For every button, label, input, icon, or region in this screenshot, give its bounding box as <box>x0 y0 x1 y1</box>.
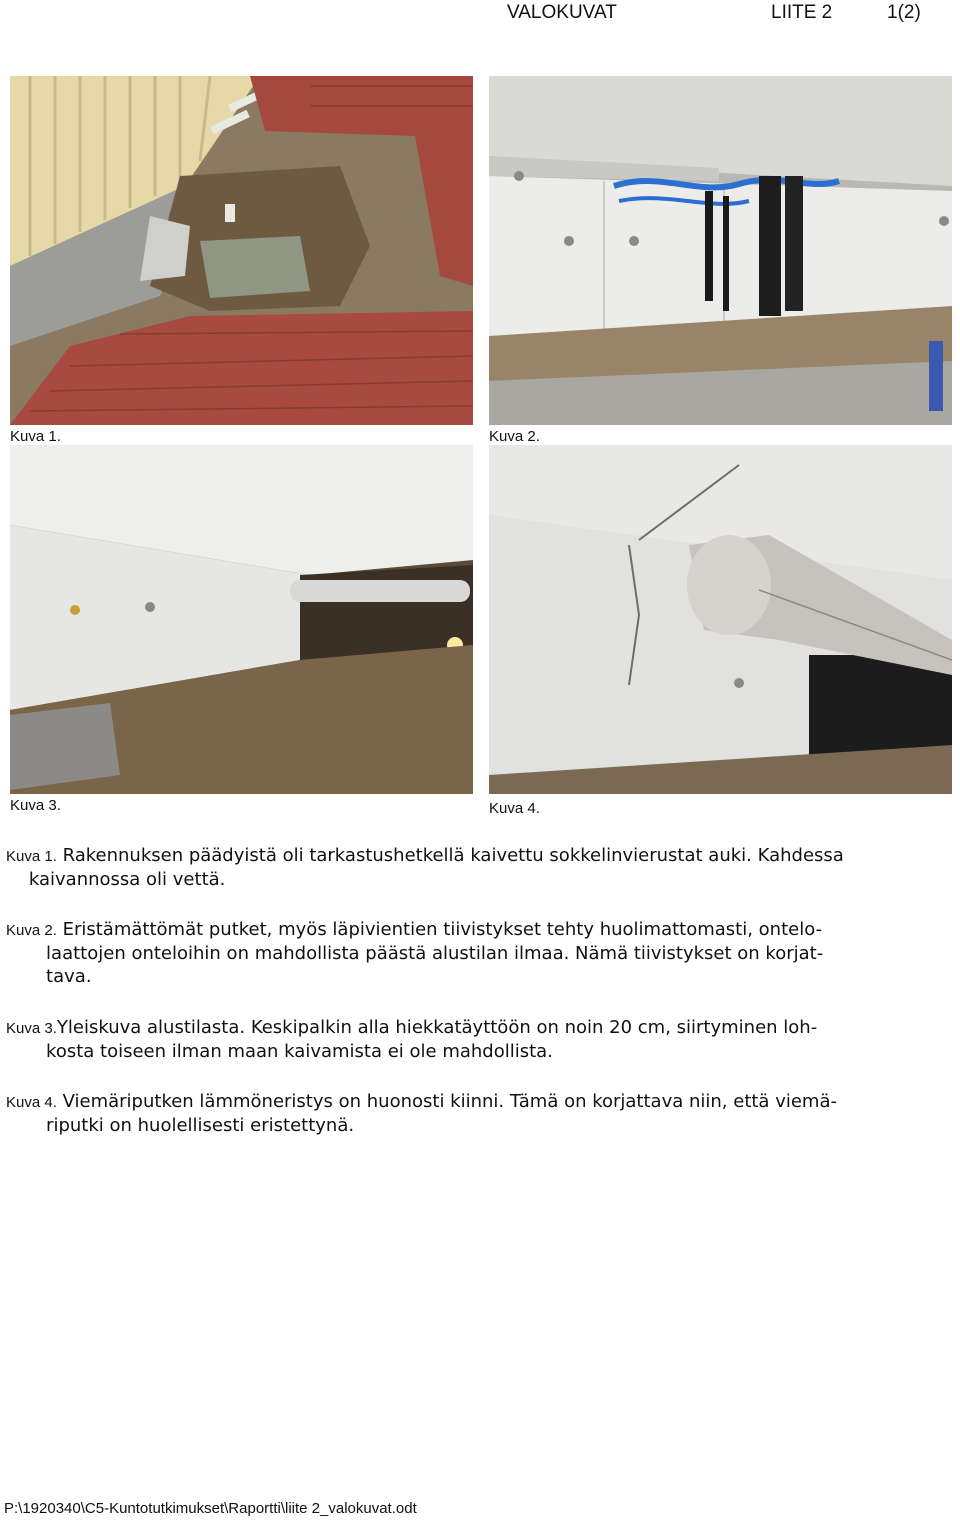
appendix-label: LIITE 2 <box>771 2 833 23</box>
description-2-rest: laattojen onteloihin on mahdollista päästä alustilan ilmaa. Nämä tiivistykset on korjat- tava. <box>46 943 824 987</box>
photo-3-crawl-space-overview <box>10 445 473 794</box>
description-3-line1: Yleiskuva alustilasta. Keskipalkin alla hiekkatäyttöön on noin 20 cm, siirtyminen loh- <box>56 1017 818 1038</box>
description-3-label: Kuva 3. <box>6 1020 57 1037</box>
photo-1-caption: Kuva 1. <box>10 428 61 445</box>
description-2-label: Kuva 2. <box>6 922 57 939</box>
description-4-label: Kuva 4. <box>6 1094 57 1111</box>
page-number: 1(2) <box>887 2 921 23</box>
description-3-rest: kosta toiseen ilman maan kaivamista ei ole mahdollista. <box>6 1041 553 1062</box>
photo-2-caption: Kuva 2. <box>489 428 540 445</box>
description-3 <box>6 1016 958 1063</box>
description-2 <box>6 918 958 988</box>
description-1-rest: kaivannossa oli vettä. <box>6 869 226 890</box>
photo-2-pipe-penetrations <box>489 76 952 425</box>
description-4 <box>6 1090 958 1137</box>
description-2-line1: Eristämättömät putket, myös läpivientien tiivistykset tehty huolimattomasti, ontelo- <box>56 919 823 940</box>
description-4-rest: riputki on huolellisesti eristettynä. <box>6 1115 355 1136</box>
document-title: VALOKUVAT <box>507 2 617 23</box>
photo-1-excavation <box>10 76 473 425</box>
description-4-line1: Viemäriputken lämmöneristys on huonosti kiinni. Tämä on korjattava niin, että viemä- <box>56 1091 837 1112</box>
description-1-line1: Rakennuksen päädyistä oli tarkastushetkellä kaivettu sokkelinvierustat auki. Kahdessa <box>56 845 844 866</box>
photo-4-sewer-pipe-insulation <box>489 445 952 794</box>
photo-4-caption: Kuva 4. <box>489 800 540 817</box>
file-path-footer: P:\1920340\C5-Kuntotutkimukset\Raportti\liite 2_valokuvat.odt <box>4 1500 417 1517</box>
description-1-label: Kuva 1. <box>6 848 57 865</box>
description-1 <box>6 844 958 891</box>
photo-3-caption: Kuva 3. <box>10 797 61 814</box>
